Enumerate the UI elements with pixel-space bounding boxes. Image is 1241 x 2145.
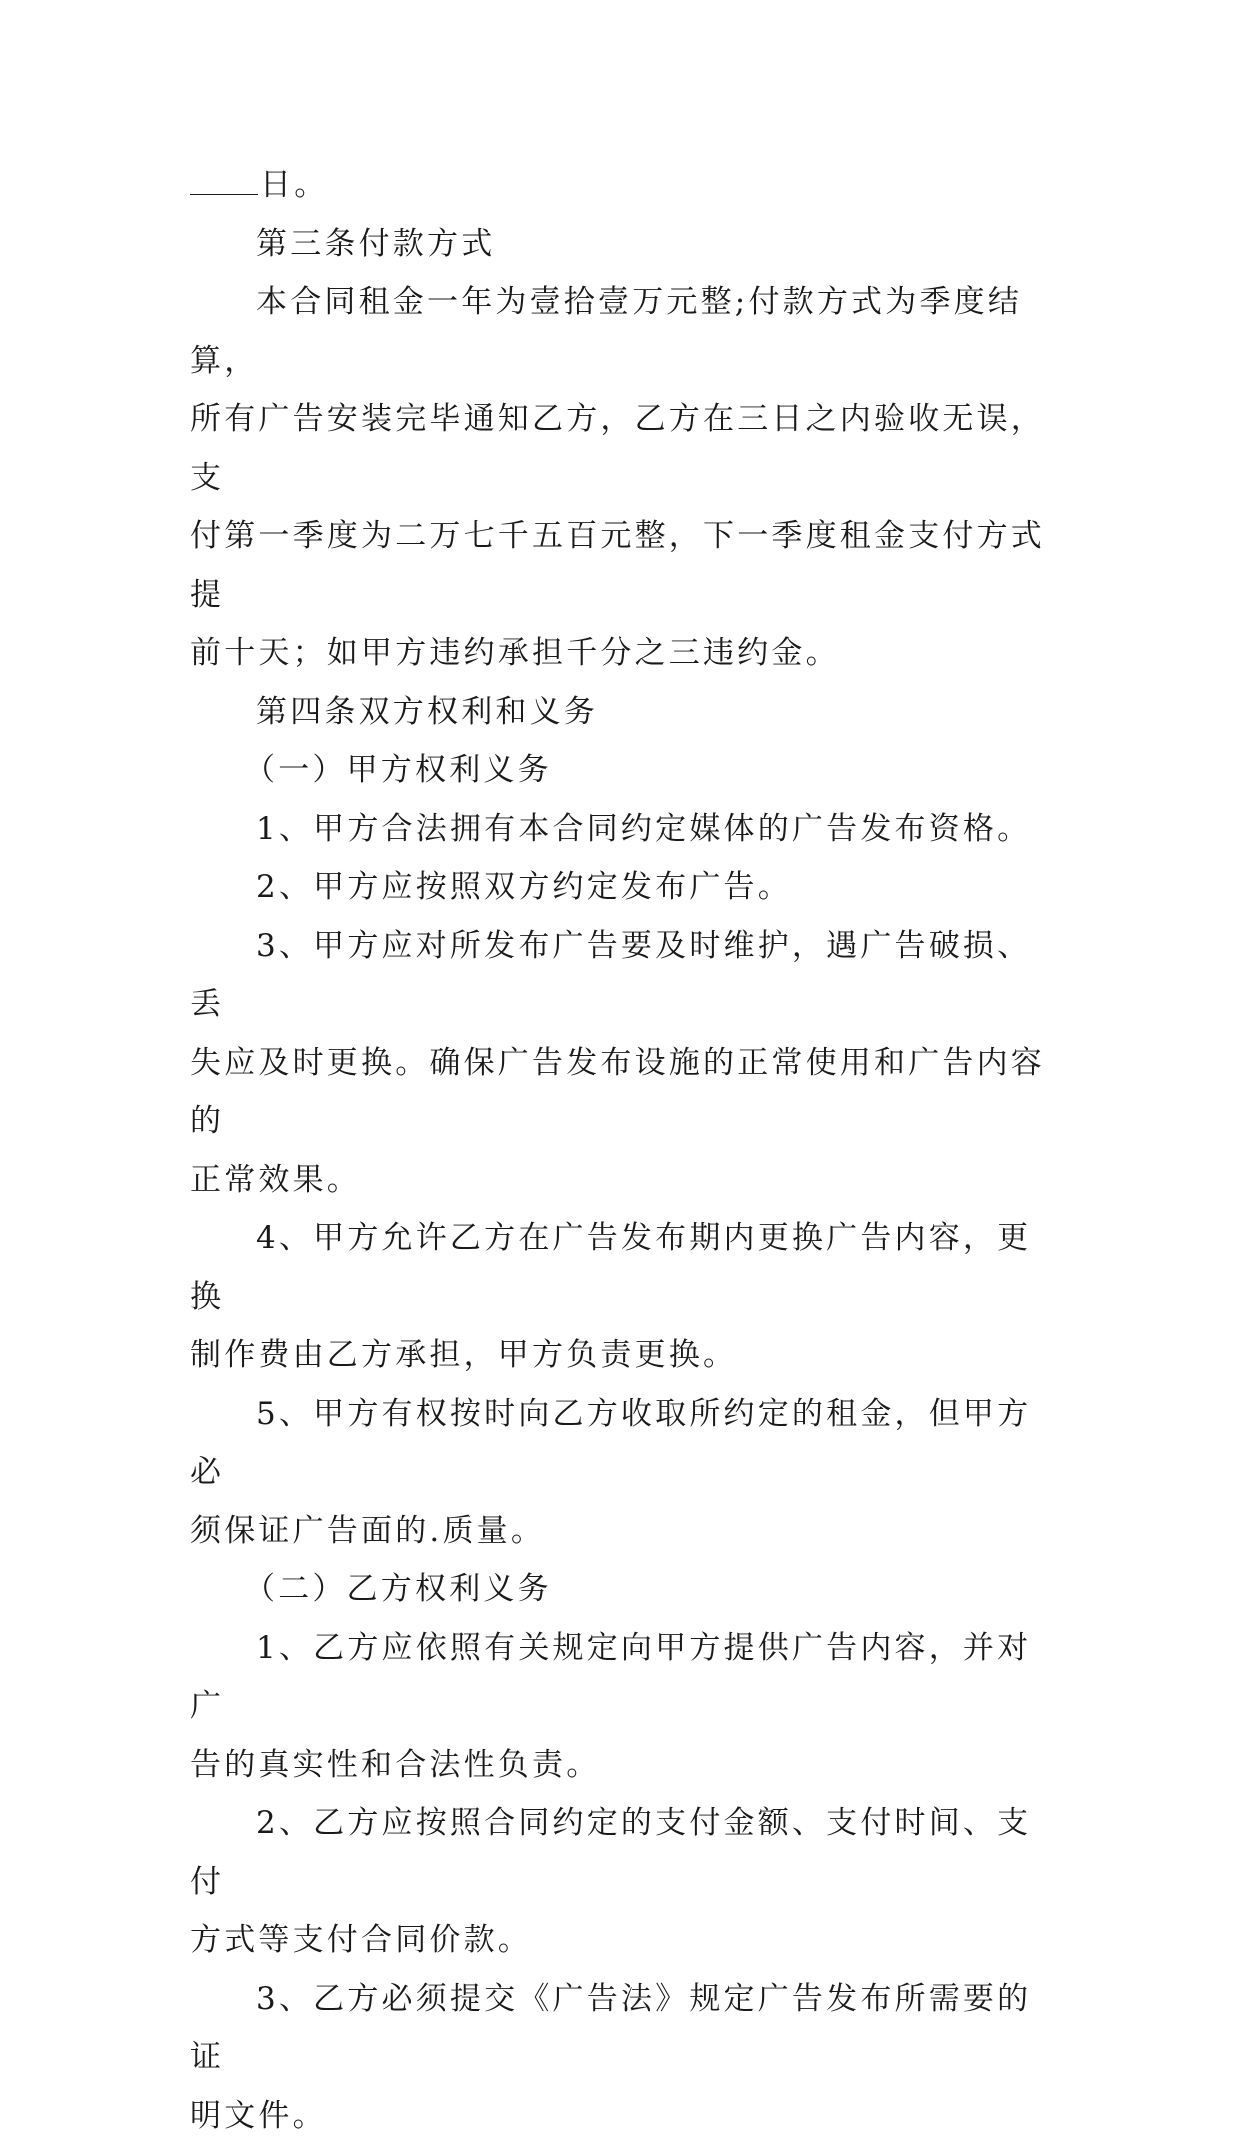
text-line: 方式等支付合同价款。 [190, 1911, 1060, 1970]
text-line: 正常效果。 [190, 1151, 1060, 1210]
opening-fragment [190, 156, 1060, 215]
text-line: 告的真实性和合法性负责。 [190, 1736, 1060, 1795]
text-line: 2、乙方应按照合同约定的支付金额、支付时间、支付 [190, 1794, 1060, 1911]
text-line: 3、乙方必须提交《广告法》规定广告发布所需要的证 [190, 1970, 1060, 2087]
text-line: 第三条付款方式 [190, 215, 1060, 274]
text-line: 2、甲方应按照双方约定发布广告。 [190, 858, 1060, 917]
party-a-item-3 [190, 917, 1060, 1210]
text-line: 付第一季度为二万七千五百元整，下一季度租金支付方式提 [190, 507, 1060, 624]
text-line: 失应及时更换。确保广告发布设施的正常使用和广告内容的 [190, 1034, 1060, 1151]
article-4-heading [190, 683, 1060, 742]
party-a-item-2 [190, 858, 1060, 917]
text-line: 1、甲方合法拥有本合同约定媒体的广告发布资格。 [190, 800, 1060, 859]
text-line: 3、甲方应对所发布广告要及时维护，遇广告破损、丢 [190, 917, 1060, 1034]
text-line: 4、甲方允许乙方在广告发布期内更换广告内容，更换 [190, 1209, 1060, 1326]
text-line: 5、甲方有权按时向乙方收取所约定的租金，但甲方必 [190, 1385, 1060, 1502]
text-line: 1、乙方应依照有关规定向甲方提供广告内容，并对广 [190, 1619, 1060, 1736]
text-line: 前十天；如甲方违约承担千分之三违约金。 [190, 624, 1060, 683]
payment-terms-paragraph [190, 273, 1060, 683]
party-b-item-2 [190, 1794, 1060, 1970]
party-b-section-heading [190, 1560, 1060, 1619]
text-line: （二）乙方权利义务 [190, 1560, 1060, 1619]
article-3-heading [190, 215, 1060, 274]
party-a-item-4 [190, 1209, 1060, 1385]
opening-fragment-text: 日。 [260, 167, 328, 203]
party-b-item-1 [190, 1619, 1060, 1795]
text-line: 所有广告安装完毕通知乙方，乙方在三日之内验收无误，支 [190, 390, 1060, 507]
text-line: 须保证广告面的.质量。 [190, 1502, 1060, 1561]
fill-in-blank [190, 170, 258, 195]
text-line: 制作费由乙方承担，甲方负责更换。 [190, 1326, 1060, 1385]
party-a-section-heading [190, 741, 1060, 800]
party-a-item-1 [190, 800, 1060, 859]
text-line: （一）甲方权利义务 [190, 741, 1060, 800]
text-line: 第四条双方权利和义务 [190, 683, 1060, 742]
contract-body [190, 156, 1060, 2145]
text-line: 明文件。 [190, 2087, 1060, 2145]
party-a-item-5 [190, 1385, 1060, 1561]
text-line: 本合同租金一年为壹拾壹万元整;付款方式为季度结算， [190, 273, 1060, 390]
party-b-item-3 [190, 1970, 1060, 2145]
